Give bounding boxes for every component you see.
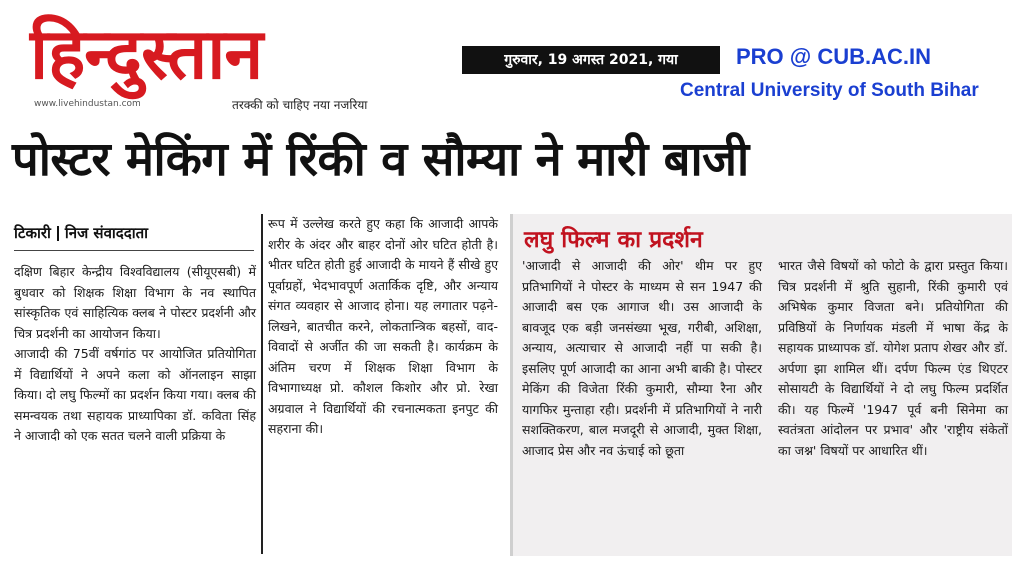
newspaper-tagline: तरक्की को चाहिए नया नजरिया <box>232 98 368 112</box>
byline <box>14 223 148 243</box>
article-paragraph: दक्षिण बिहार केन्द्रीय विश्वविद्यालय (सीयूएसबी) में बुधवार को शिक्षक शिक्षा विभाग के नव स्थापित सांस्कृतिक एवं साहित्यिक क्लब ने पोस्टर प्रदर्शनी और चित्र प्रदर्शनी का आयोजन किया। <box>14 264 256 341</box>
byline-divider <box>14 250 254 251</box>
dateline: गुरुवार, 19 अगस्त 2021, गया <box>462 46 720 74</box>
sidebar-paragraph: भारत जैसे विषयों को फोटो के द्वारा प्रस्तुत किया। चित्र प्रदर्शनी में श्रुति सुहानी, रिंकी कुमारी एवं अभिषेक कुमार विजता बने। प्रतियोगिता की प्रविष्ठियों के निर्णायक मंडली में भाषा केंद्र के सहायक प्राध्यापक डॉ. योगेश प्रताप शेखर और डॉ. अर्पणा झा शामिल थीं। दर्पण फिल्म एंड थिएटर सोसायटी के विद्यार्थियों ने दो लघु फिल्म प्रदर्शित की। यह फिल्में '1947 पूर्व बनी सिनेमा का स्वतंत्रता आंदोलन पर प्रभाव' और 'राष्ट्रीय संकेतों का जश्न' विषयों पर आधारित थीं। <box>778 258 1008 458</box>
article-column-2 <box>268 214 498 440</box>
sidebar-divider <box>510 214 513 556</box>
byline-place: टिकारी <box>14 224 51 242</box>
article-paragraph: आजादी की 75वीं वर्षगांठ पर आयोजित प्रतियोगिता में विद्यार्थियों ने अपने कला को ऑनलाइन साझा किया। दो लघु फिल्मों का प्रदर्शन किया गया। क्लब की समन्वयक तथा सहायक प्राध्यापिका डॉ. कविता सिंह ने आजादी को एक सतत चलने वाली प्रक्रिया के <box>14 346 256 443</box>
article-column-1 <box>14 262 256 447</box>
byline-separator <box>57 226 59 241</box>
newspaper-logo: हिन्दुस्तान <box>30 12 263 95</box>
column-divider <box>261 214 263 554</box>
sidebar-title: लघु फिल्म का प्रदर्शन <box>524 227 703 253</box>
article-paragraph: रूप में उल्लेख करते हुए कहा कि आजादी आपके शरीर के अंदर और बाहर दोनों ओर घटित होती है। भीतर घटित होती हुई आजादी के मायने हैं सीखे हुए पूर्वाग्रहों, भेदभावपूर्ण अतार्किक दृष्टि, और अन्याय संगत व्यवहार से आजाद होना। यह लगातार पढ़ने-लिखने, बातचीत करने, लोकतान्त्रिक बहसों, वाद-विवादों से अर्जीत की जा सकती है। कार्यक्रम के अंतिम चरण में शिक्षक शिक्षा विभाग के विभागाध्यक्ष प्रो. कौशल किशोर और प्रो. रेखा अग्रवाल ने विद्यार्थियों की रचनात्मकता इनपुट की सहराना की। <box>268 216 498 436</box>
pro-email: PRO @ CUB.AC.IN <box>736 44 932 69</box>
article-headline: पोस्टर मेकिंग में रिंकी व सौम्या ने मारी बाजी <box>12 132 749 187</box>
sidebar-paragraph: 'आजादी से आजादी की ओर' थीम पर हुए प्रतिभागियों ने पोस्टर के माध्यम से सन 1947 की आजादी बस एक आगाज थी। उस आजादी के बावजूद एक बड़ी जनसंख्या भूख, गरीबी, अशिक्षा, अन्याय, अत्याचार से आजादी नहीं पा सकी है। इसलिए पूर्ण आजादी का आना अभी बाकी है। पोस्टर मेकिंग की विजेता रिंकी कुमारी, सौम्या रैना और यागफिर मुन्ताहा रही। प्रदर्शनी में प्रतिभागियों ने नारी सशक्तिकरण, बाल मजदूरी से आजादी, मुक्त शिक्षा, आजाद प्रेस और नव ऊंचाई को छूता <box>522 258 762 458</box>
sidebar-column-1 <box>522 256 762 461</box>
newspaper-url: www.livehindustan.com <box>34 99 141 109</box>
sidebar-column-2 <box>778 256 1008 461</box>
university-name: Central University of South Bihar <box>680 80 979 101</box>
byline-author: निज संवाददाता <box>64 224 149 242</box>
